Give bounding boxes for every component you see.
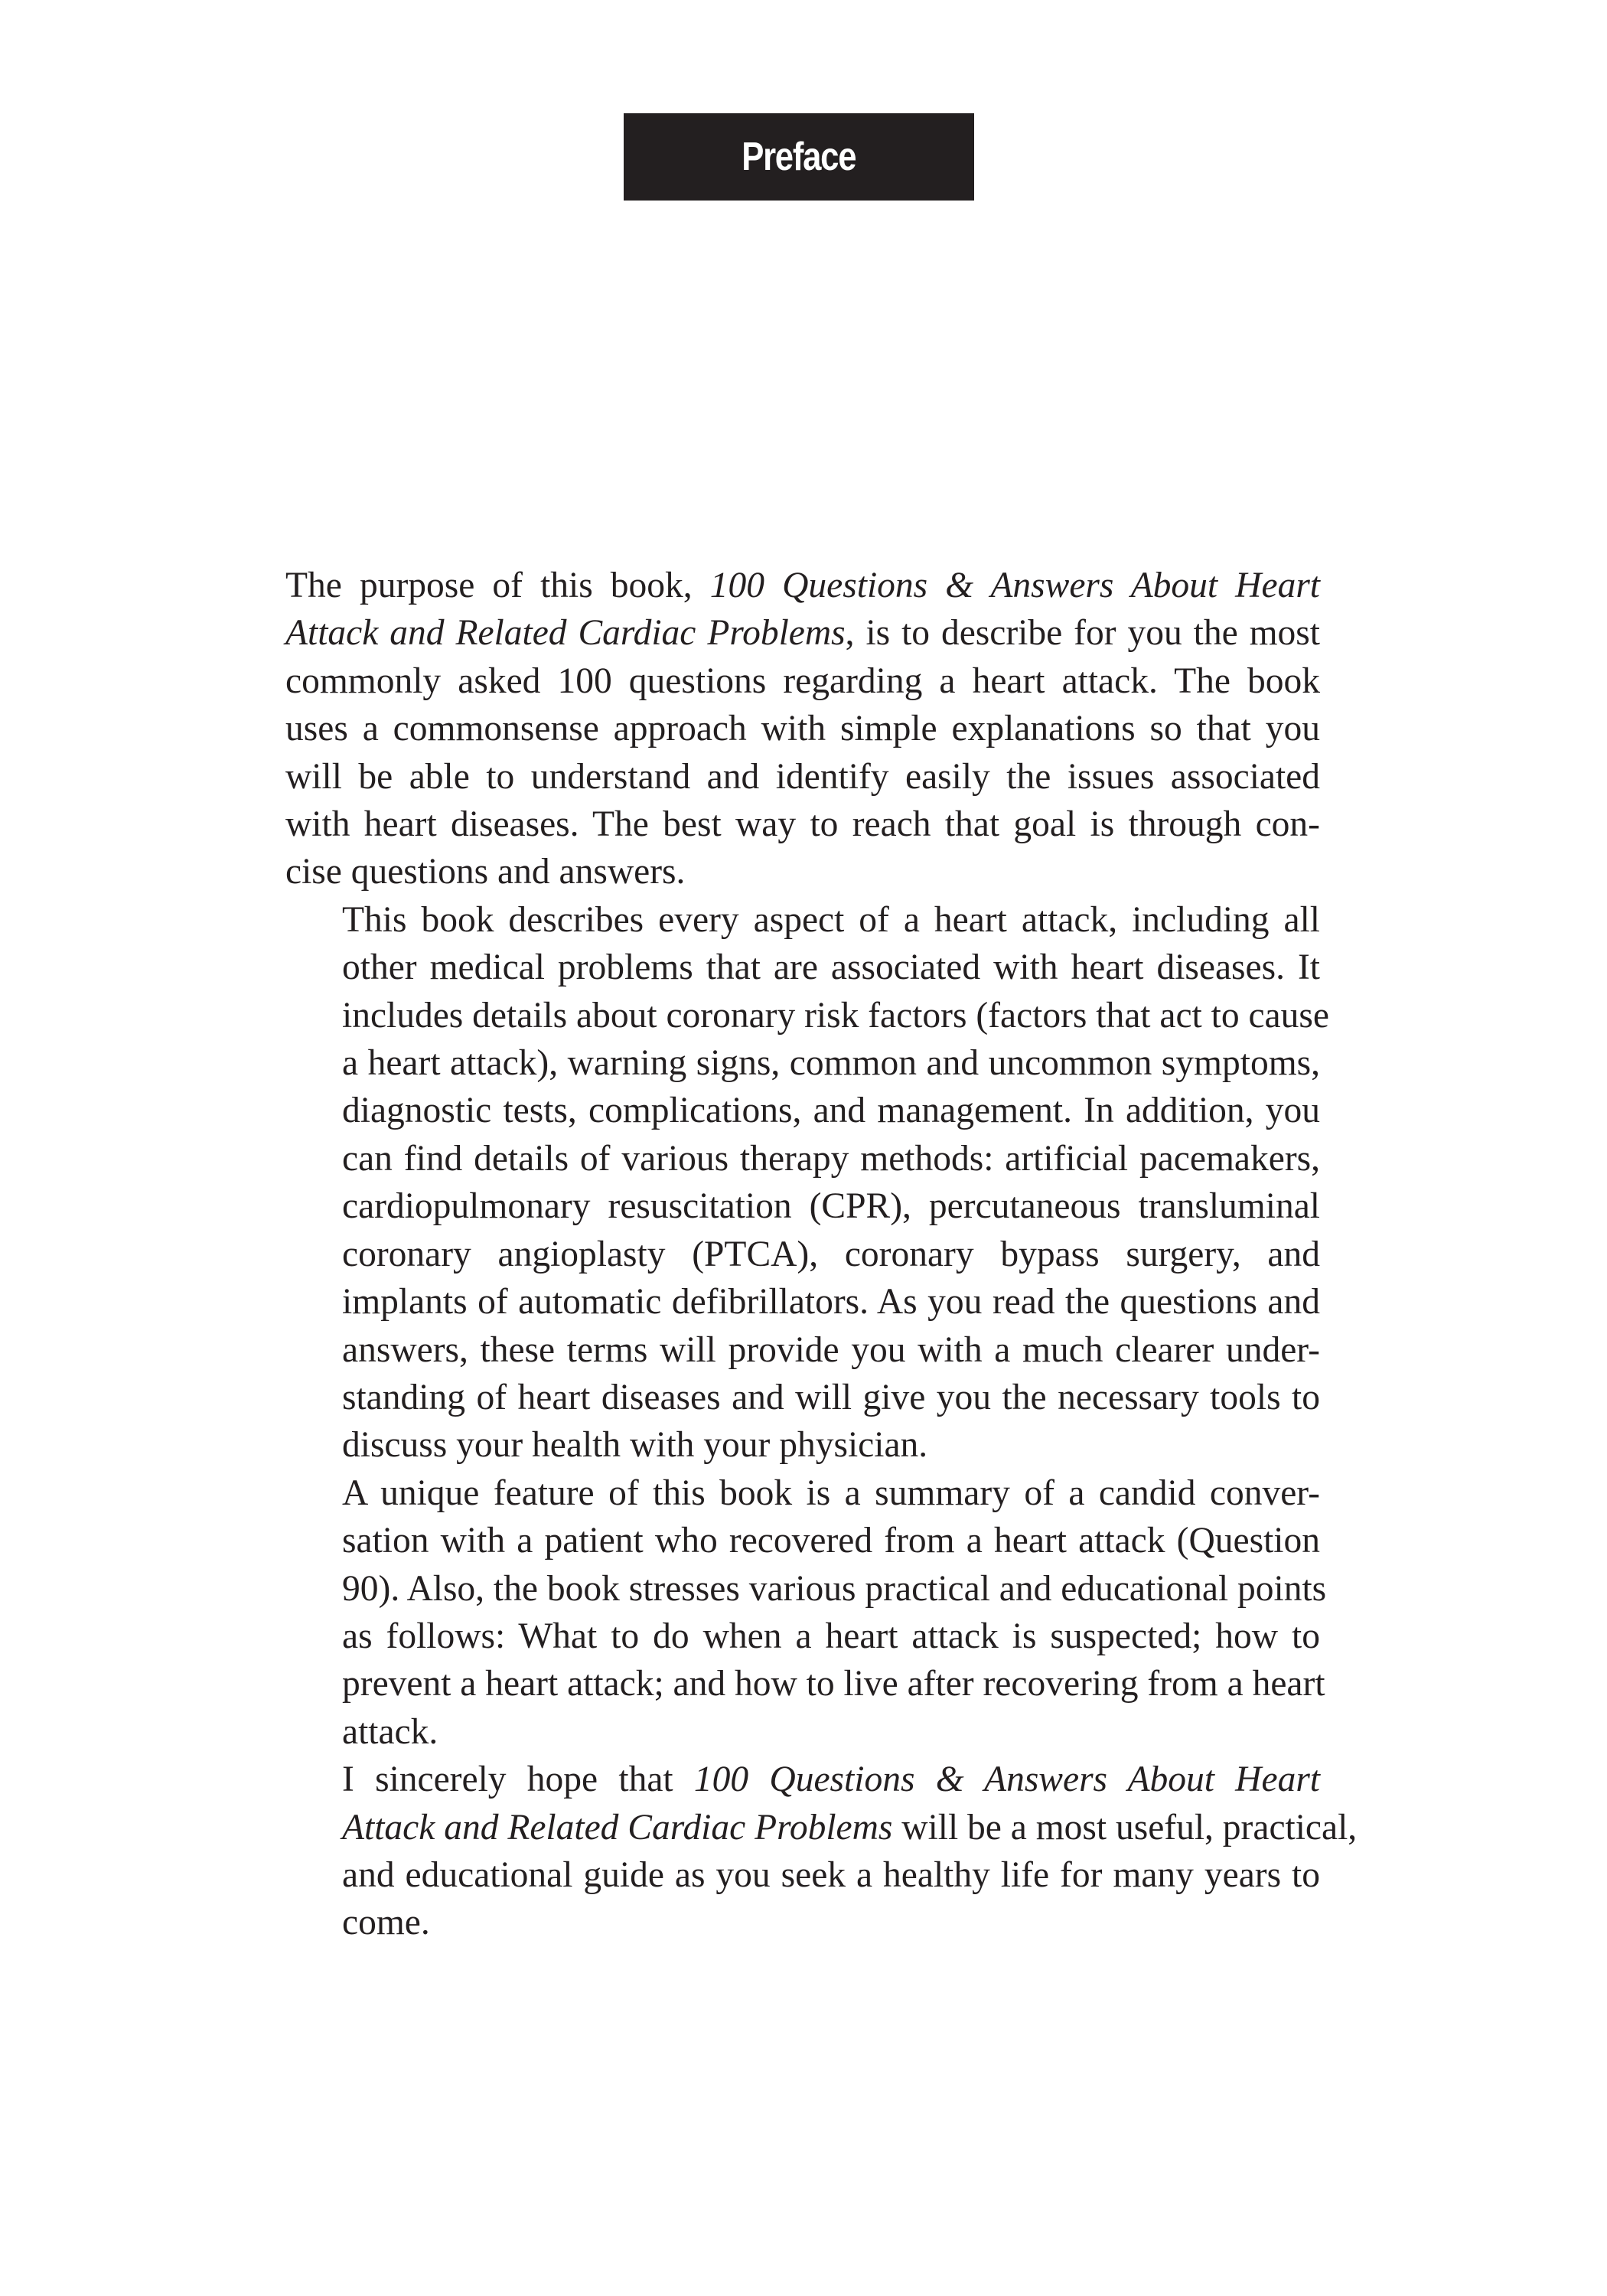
text-line xyxy=(285,992,1329,1039)
text-run: and educational guide as you seek a healthy life for many years to xyxy=(342,1854,1320,1895)
text-line xyxy=(285,1469,1320,1517)
book-title-italic: 100 Questions & Answers About Heart xyxy=(709,566,1320,605)
text-run: discuss your health with your physician. xyxy=(342,1425,928,1466)
text-run: uses a commonsense approach with simple explanations so that you xyxy=(285,709,1320,749)
text-line xyxy=(285,609,1320,657)
text-line xyxy=(285,1182,1320,1230)
text-line xyxy=(285,753,1320,801)
text-line xyxy=(285,1517,1320,1564)
text-line xyxy=(285,1374,1320,1421)
text-run: cardiopulmonary resuscitation (CPR), percutaneous transluminal xyxy=(342,1186,1320,1227)
text-line xyxy=(285,1565,1327,1613)
text-run: implants of automatic defibrillators. As you read the questions and xyxy=(342,1282,1320,1322)
text-run: commonly asked 100 questions regarding a heart attack. The book xyxy=(285,660,1320,701)
text-run: a heart attack), warning signs, common and uncommon symptoms, xyxy=(342,1043,1320,1084)
text-line xyxy=(285,1421,1320,1469)
text-line xyxy=(285,1804,1358,1851)
text-line xyxy=(285,896,1320,944)
paragraph-1 xyxy=(285,562,1320,896)
text-line xyxy=(285,1231,1320,1278)
text-line xyxy=(285,1135,1320,1182)
paragraph-4 xyxy=(285,1756,1358,1947)
paragraph-3 xyxy=(285,1469,1327,1756)
text-run: standing of heart diseases and will give you the necessary tools to xyxy=(342,1377,1320,1417)
text-line xyxy=(285,1326,1320,1374)
preface-body xyxy=(285,562,1358,1947)
text-line xyxy=(285,562,1320,609)
book-title-italic: 100 Questions & Answers About Heart xyxy=(693,1760,1320,1800)
text-run: as follows: What to do when a heart attack is suspected; how to xyxy=(342,1616,1320,1656)
text-run: diagnostic tests, complications, and management. In addition, you xyxy=(342,1091,1320,1131)
text-run: will be a most useful, practical, xyxy=(892,1807,1358,1848)
text-line xyxy=(285,705,1320,752)
section-heading-bar xyxy=(624,113,974,201)
text-run: attack. xyxy=(342,1711,438,1752)
text-run: A unique feature of this book is a summary of a candid conver- xyxy=(342,1473,1320,1513)
text-run: cise questions and answers. xyxy=(285,852,686,892)
text-run: , is to describe for you the most xyxy=(845,613,1320,654)
text-line xyxy=(285,657,1320,705)
text-line xyxy=(285,1756,1320,1803)
text-line xyxy=(285,1660,1325,1707)
text-line xyxy=(285,1708,1320,1756)
text-line xyxy=(285,1613,1320,1660)
section-heading: Preface xyxy=(742,135,856,179)
text-run: I sincerely hope that xyxy=(342,1760,694,1800)
text-line xyxy=(285,848,1320,895)
text-run: answers, these terms will provide you with a much clearer under- xyxy=(342,1329,1320,1370)
text-run: The purpose of this book, xyxy=(285,566,710,605)
text-run: 90). Also, the book stresses various practical and educational points xyxy=(342,1568,1327,1609)
text-line xyxy=(285,1851,1320,1899)
text-run: prevent a heart attack; and how to live after recovering from a heart xyxy=(342,1664,1325,1704)
paragraph-2 xyxy=(285,896,1329,1469)
text-run: includes details about coronary risk factors (factors that act to cause xyxy=(342,995,1329,1035)
text-run: come. xyxy=(342,1903,430,1943)
text-run: will be able to understand and identify easily the issues associated xyxy=(285,756,1320,797)
book-title-italic: Attack and Related Cardiac Problems xyxy=(342,1807,893,1848)
text-line xyxy=(285,801,1320,848)
text-run: with heart diseases. The best way to reach that goal is through con- xyxy=(285,804,1320,845)
text-run: can find details of various therapy methods: artificial pacemakers, xyxy=(342,1138,1320,1179)
text-run: sation with a patient who recovered from a heart attack (Question xyxy=(342,1521,1320,1561)
text-run: other medical problems that are associated with heart diseases. It xyxy=(342,947,1320,988)
text-line xyxy=(285,1039,1320,1087)
text-run: coronary angioplasty (PTCA), coronary bypass surgery, and xyxy=(342,1234,1320,1274)
text-line xyxy=(285,1899,1320,1946)
text-line xyxy=(285,1278,1320,1326)
book-title-italic: Attack and Related Cardiac Problems xyxy=(285,613,846,654)
text-line xyxy=(285,1087,1320,1134)
text-line xyxy=(285,944,1320,991)
text-run: This book describes every aspect of a heart attack, including all xyxy=(342,899,1320,940)
